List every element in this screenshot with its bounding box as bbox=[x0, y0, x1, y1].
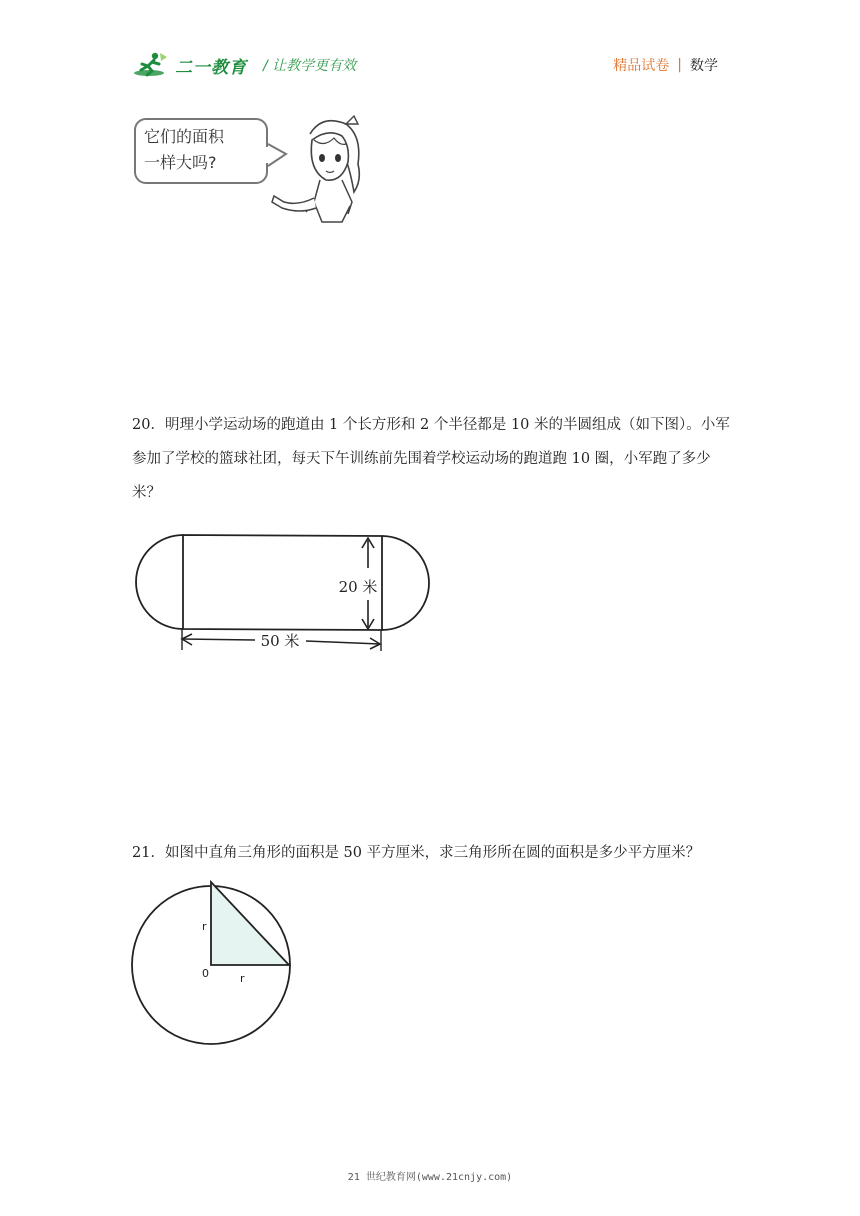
header-subject-info bbox=[613, 55, 718, 75]
brand-slogan: / 让教学更有效 bbox=[263, 58, 357, 74]
radius-label-horizontal: r bbox=[240, 972, 245, 985]
runner-logo-icon bbox=[133, 51, 169, 79]
track-figure bbox=[128, 528, 438, 653]
header-brand bbox=[133, 50, 356, 80]
circle-triangle-figure bbox=[128, 876, 298, 1046]
subject-label: 数学 bbox=[690, 58, 718, 74]
speech-line-1: 它们的面积 bbox=[144, 127, 225, 146]
question-21-text: 21．如图中直角三角形的面积是 50 平方厘米，求三角形所在圆的面积是多少平方厘米？ bbox=[132, 845, 701, 861]
track-length-label: 50 米 bbox=[260, 632, 300, 650]
brand-name: 二一教育 bbox=[175, 57, 247, 78]
speech-line-2: 一样大吗? bbox=[144, 153, 217, 172]
speech-bubble bbox=[134, 118, 268, 184]
radius-label-vertical: r bbox=[202, 920, 207, 933]
track-height-label: 20 米 bbox=[338, 578, 378, 596]
header-separator: | bbox=[677, 57, 682, 73]
premium-tag: 精品试卷 bbox=[613, 58, 670, 74]
question-20-text: 20．明理小学运动场的跑道由 1 个长方形和 2 个半径都是 10 米的半圆组成（如下图）。小军参加了学校的篮球社团，每天下午训练前先围着学校运动场的跑道跑 10 圈，小军跑了多少米？ bbox=[132, 417, 730, 501]
center-label: 0 bbox=[202, 967, 209, 980]
page-footer: 21 世纪教育网(www.21cnjy.com) bbox=[347, 1172, 513, 1183]
girl-illustration bbox=[262, 110, 372, 230]
